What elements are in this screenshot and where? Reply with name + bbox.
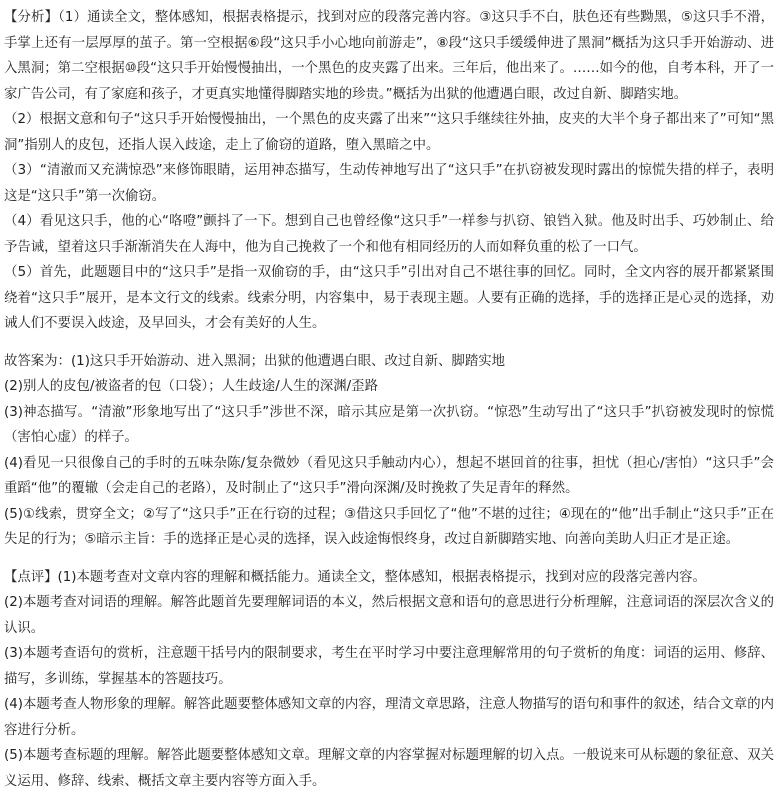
answer-line-4: (4)看见一只很像自己的手时的五味杂陈/复杂微妙（看见这只手触动内心），想起不堪回首的往事，担忧（担心/害怕）“这只手”会重蹈“他”的覆辙（会走自己的老路），及时制止了“这只手”滑向深渊/及时挽救了失足青年的释然。 xyxy=(4,455,774,496)
answer-line-2: (2)别人的皮包/被盗者的包（口袋）；人生歧途/人生的深渊/歪路 xyxy=(4,379,378,394)
section-gap xyxy=(4,337,774,349)
analysis-paragraph-1: 【分析】（1）通读全文，整体感知，根据表格提示，找到对应的段落完善内容。③这只手不白，肤色还有些黝黑，⑤这只手不滑，手掌上还有一层厚厚的茧子。第一空根据⑥段“这只手小心地向前游走”，⑧段“这只手缓缓伸进了黑洞”概括为这只手开始游动、进入黑洞；第二空根据⑩段“这只手开始慢慢抽出，一个黑色的皮夹露了出来。三年后，他出来了。……如今的他，自考本科，开了一家广告公司，有了家庭和孩子，才更真实地懂得脚踏实地的珍贵。”概括为出狱的他遭遇白眼，改过自新、脚踏实地。 xyxy=(4,10,774,102)
answer-line-1: 故答案为：(1)这只手开始游动、进入黑洞；出狱的他遭遇白眼、改过自新、脚踏实地 xyxy=(4,353,506,369)
comment-line-5: (5)本题考查标题的理解。解答此题要整体感知文章。理解文章的内容掌握对标题理解的切入点。一般说来可从标题的象征意、双关义运用、修辞、线索、概括文章主要内容等方面入手。 xyxy=(4,748,774,789)
comment-line-4: (4)本题考查人物形象的理解。解答此题要整体感知文章的内容，理清文章思路，注意人物描写的语句和事件的叙述，结合文章的内容进行分析。 xyxy=(4,697,774,738)
answer-line-3: (3)神态描写。“清澈”形象地写出了“这只手”涉世不深，暗示其应是第一次扒窃。“惊恐”生动写出了“这只手”扒窃被发现时的惊慌（害怕心虚）的样子。 xyxy=(4,404,774,445)
section-gap xyxy=(4,553,774,565)
analysis-paragraph-4: （4）看见这只手，他的心“咯噔”颤抖了一下。想到自己也曾经像“这只手”一样参与扒窃、锒铛入狱。他及时出手、巧妙制止、给予告诫，望着这只手渐渐消失在人海中，他为自己挽救了一个和他有相同经历的人而如释负重的松了一口气。 xyxy=(4,214,774,255)
comment-section xyxy=(4,565,774,795)
analysis-paragraph-2: （2）根据文意和句子“这只手开始慢慢抽出，一个黑色的皮夹露了出来”“这只手继续往外抽，皮夹的大半个身子都出来了”可知“黑洞”指别人的皮包，还指人误入歧途，走上了偷窃的道路，堕入黑暗之中。 xyxy=(4,112,774,153)
analysis-paragraph-5: （5）首先，此题题目中的“这只手”是指一双偷窃的手，由“这只手”引出对自己不堪往事的回忆。同时，全文内容的展开都紧紧围绕着“这只手”展开，是本文行文的线索。线索分明，内容集中，易于表现主题。人要有正确的选择，手的选择正是心灵的选择，劝诫人们不要误入歧途，及早回头，才会有美好的人生。 xyxy=(4,265,774,331)
answer-line-5: (5)①线索，贯穿全文；②写了“这只手”正在行窃的过程；③借这只手回忆了“他”不堪的过往；④现在的“他”出手制止“这只手”正在失足的行为；⑤暗示主旨：手的选择正是心灵的选择，误入歧途悔恨终身，改过自新脚踏实地、向善向美助人归正才是正途。 xyxy=(4,506,774,547)
comment-line-3: (3)本题考查语句的赏析，注意题干括号内的限制要求，考生在平时学习中要注意理解常用的句子赏析的角度：词语的运用、修辞、描写，多训练，掌握基本的答题技巧。 xyxy=(4,646,774,687)
analysis-section xyxy=(4,5,774,337)
analysis-paragraph-3: （3）“清澈而又充满惊恐”来修饰眼睛，运用神态描写，生动传神地写出了“这只手”在扒窃被发现时露出的惊慌失措的样子，表明这是“这只手”第一次偷窃。 xyxy=(4,163,774,204)
comment-line-1: 【点评】(1)本题考查对文章内容的理解和概括能力。通读全文，整体感知，根据表格提示，找到对应的段落完善内容。 xyxy=(4,569,706,585)
comment-line-2: (2)本题考查对词语的理解。解答此题首先要理解词语的本义，然后根据文意和语句的意思进行分析理解，注意词语的深层次含义的认识。 xyxy=(4,595,774,636)
answer-section xyxy=(4,349,774,553)
